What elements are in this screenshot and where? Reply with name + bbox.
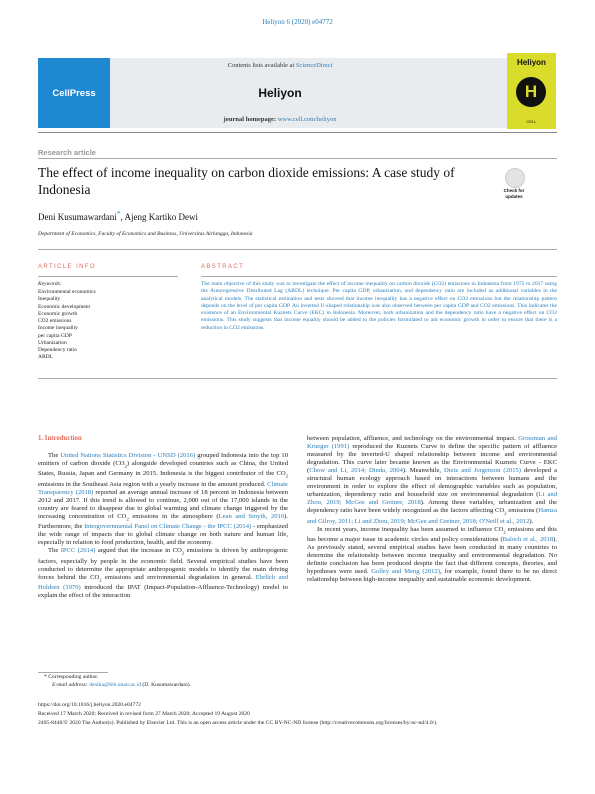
cover-footer: CELL: [526, 119, 537, 124]
author-name: Ajeng Kartiko Dewi: [124, 212, 198, 222]
body-column-right: between population, affluence, and technology on the environmental impact. Grossman and Krueger (1991) reproduced the Kuznets Curve to define the specific pattern of affluence measured by the inverted-U shaped relationship between income and environmental degradation. This curve later became known as the Environmental Kuznets Curve - EKC (Chow and Li, 2014; Dinda, 2004). Meanwhile, Dietz and Jorgenson (2015) developed a structural human ecology approach based on interactions between humans and the environment in order to explore the effect of demographic variables such as population, urbanization, dependency ratio and household size on environmental degradation (Li and Zhou, 2019; McGee and Greiner, 2018). Among these variables, urbanization and the dependency ratio have been widely recognized as the factors affecting $CO_2$ emissions (Hamza and Gilroy, 2011; Li and Zhou, 2019; McGee and Greiner, 2018; O'Neill et al., 2012). In recent years, income inequality has been assumed to influence $CO_2$ emissions and this has become a major issue in academic circles and policy considerations (Baloch et al., 2018). As previously stated, several empirical studies have been conducted in many countries to determine the relationship between income inequality and environmental degradation. No definite conclusion has been produced despite the fact that different concepts, theories, and hypotheses were used. Golley and Meng (2012), for example, found there to be no direct relationship between high-income inequality and sustainable economic development.: [307, 435, 558, 584]
journal-name: Heliyon: [258, 86, 302, 100]
article-info-heading: ARTICLE INFO: [38, 264, 97, 270]
homepage-link[interactable]: www.cell.com/heliyon: [277, 116, 337, 123]
article-title: The effect of income inequality on carbon dioxide emissions: A case study of Indonesia: [38, 165, 455, 197]
received-dates: Received 17 March 2020; Received in revised form 27 March 2020; Accepted 19 August 2020: [38, 711, 250, 717]
keywords-list: [38, 289, 178, 362]
doi-link[interactable]: https://doi.org/10.1016/j.heliyon.2020.e04772: [38, 702, 141, 708]
keywords-label: Keywords:: [38, 281, 62, 287]
header-rule: [38, 132, 557, 133]
author-list: [38, 209, 198, 222]
abstract-text: The main objective of this study was to investigate the effect of income inequality on carbon dioxide (CO2) emissions in Indonesia from 1975 to 2017 using the Autoregressive Distributed Lag (ARDL) technique. Per capita GDP, urbanization, and dependency ratio are included as additional variables in the analytical models. The statistical estimation and tests showed that income inequality has a negative effect on CO2 emissions but the relationship pattern depends on the level of per capita GDP. An inverted U-shaped relationship was also observed between per capita GDP and CO2 emissions. This indicates the existence of an Environmental Kuznets Curve (EKC) in Indonesia. Moreover, both urbanization and the dependency ratio have a negative effect on CO2 emissions. This study suggests that income equality should be added to the policies formulated to aid economic growth in order to ensure that there is a reduction in CO2 emissions.: [201, 281, 557, 331]
keyword: Environmental economics: [38, 289, 96, 295]
publisher-logo: CellPress: [38, 58, 110, 128]
email-link[interactable]: denika@feb.unair.ac.id: [89, 682, 141, 688]
keyword: per capita GDP: [38, 332, 72, 339]
license-line: 2405-8440/© 2020 The Author(s). Published by Elsevier Ltd. This is an open access article under the CC BY-NC-ND license (http://creativecommons.org/licenses/by-nc-nd/4.0/).: [38, 720, 438, 726]
title-rule: [38, 158, 557, 159]
abstract-end-rule: [38, 378, 557, 379]
keyword: Inequality: [38, 296, 61, 303]
keyword: Dependency ratio: [38, 347, 77, 353]
check-for-updates-icon[interactable]: [505, 168, 525, 188]
check-for-updates-label[interactable]: Check for updates: [503, 188, 525, 199]
keyword: Economic growth: [38, 310, 78, 317]
info-rule: [38, 249, 557, 250]
journal-citation[interactable]: Heliyon 6 (2020) e04772: [262, 18, 333, 26]
cover-title: Heliyon: [517, 58, 546, 67]
body-column-left: The United Nations Statistics Division - UNSD (2016) grouped Indonesia into the top 10 emitters of carbon dioxide $(CO_2)$ alongside developed countries such as China, the United States, Russia, Japan and Germany in 2015. Indonesia is the biggest contributor of the $CO_2$ emissions in the Southeast Asia region with a yearly increase in the amount produced. Climate Transparency (2018) reported an average annual increase of 18 percent in Indonesia between 2012 and 2017. If this trend is allowed to continue, 2,000 out of the 17,000 islands in the country are feared to disappear due to global warming and climate change triggered by the increasing concentration of $CO_2$ emissions in the atmosphere (Lean and Smyth, 2010). Furthermore, the Intergovernmental Panel on Climate Change - the IPCC (2014) - emphasized the wide range of impacts due to global climate change on both nature and human life, especially in relation to food production, health, and the economy. The IPCC (2014) argued that the increase in $CO_2$ emissions is driven by anthropogenic factors, especially by people in the economic field. Several empirical studies have been conducted to determine the appropriate anthropogenic models to identify the main driving forces behind the $CO_2$ emissions and environmental degradation in general. Ehrlich and Holdren (1970) introduced the IPAT (Impact-Population-Affluence-Technology) model to explain the effect of the interaction: [38, 452, 289, 600]
footnote-rule: [38, 672, 108, 673]
author-name: Deni Kusumawardani: [38, 212, 117, 222]
email-label: E-mail address:: [52, 682, 88, 688]
corresponding-mark[interactable]: *: [116, 209, 121, 218]
author-separator: ,: [120, 212, 125, 222]
section-heading: 1. Introduction: [38, 435, 82, 442]
cover-logo-icon: H: [516, 77, 546, 107]
keyword: Income inequality: [38, 325, 78, 332]
keyword: Urbanization: [38, 339, 67, 346]
sciencedirect-link[interactable]: ScienceDirect: [295, 62, 333, 69]
keyword: Economic development: [38, 303, 91, 310]
email-line: [52, 682, 191, 688]
corresponding-note: * Corresponding author.: [44, 674, 99, 680]
keyword: CO2 emissions: [38, 318, 72, 324]
affiliation: Department of Economics, Faculty of Economics and Business, Universitas Airlangga, Indonesia: [38, 231, 253, 237]
article-type: Research article: [38, 148, 96, 157]
contents-line: [110, 62, 450, 69]
contents-prefix: Contents lists available at: [227, 62, 295, 69]
abstract-heading: ABSTRACT: [201, 264, 245, 270]
article-info-rule: [38, 276, 178, 277]
email-owner: (D. Kusumawardani).: [142, 682, 192, 688]
homepage-label: journal homepage:: [223, 116, 277, 123]
abstract-rule: [201, 276, 557, 277]
homepage-line: [110, 116, 450, 123]
keyword: ARDL: [38, 354, 53, 361]
